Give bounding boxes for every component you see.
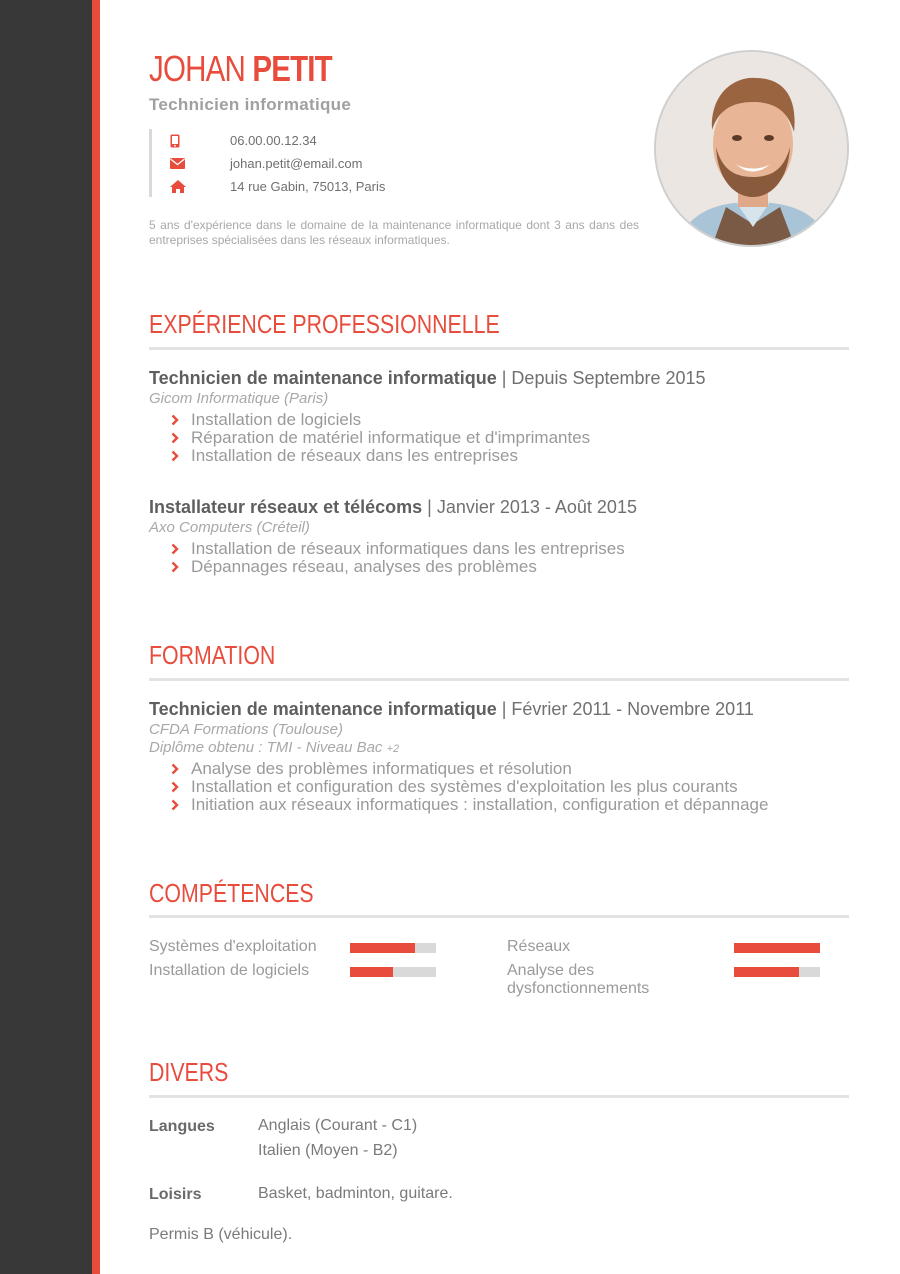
section-title-divers: DIVERS (149, 1057, 229, 1087)
job-1-tasks (171, 411, 590, 465)
job-2-tasks (171, 540, 625, 576)
section-divider (149, 678, 849, 681)
job-title: Technicien informatique (149, 95, 352, 114)
list-item: Dépannages réseau, analyses des problèmes (171, 558, 625, 576)
home-icon (170, 179, 190, 195)
hobbies-label: Loisirs (149, 1186, 202, 1203)
skill-level-bar (734, 967, 820, 977)
section-divider (149, 915, 849, 918)
resume-content (149, 0, 849, 1274)
left-accent-bar (92, 0, 100, 1274)
skill-level-fill (350, 943, 415, 953)
first-name: JOHAN (149, 48, 245, 89)
formation-role: Technicien de maintenance informatique (149, 699, 497, 719)
section-divider (149, 1095, 849, 1098)
profile-photo (654, 50, 849, 247)
profile-summary: 5 ans d'expérience dans le domaine de la maintenance informatique dont 3 ans dans des entreprises spécialisées dans les réseaux informatiques. (149, 218, 639, 247)
last-name: PETIT (252, 48, 332, 89)
section-divider (149, 347, 849, 350)
job-2-period: | Janvier 2013 - Août 2015 (422, 497, 637, 517)
chevron-right-icon (171, 798, 191, 812)
list-item: Analyse des problèmes informatiques et résolution (171, 760, 768, 778)
permis-text: Permis B (véhicule). (149, 1226, 293, 1243)
chevron-right-icon (171, 431, 191, 445)
contact-phone (170, 129, 385, 152)
chevron-right-icon (171, 413, 191, 427)
list-item: Installation de logiciels (171, 411, 590, 429)
skill-label: Systèmes d'exploitation (149, 938, 317, 955)
chevron-right-icon (171, 449, 191, 463)
section-title-skills: COMPÉTENCES (149, 878, 314, 908)
chevron-right-icon (171, 560, 191, 574)
email-text: johan.petit@email.com (230, 156, 363, 171)
formation-period: | Février 2011 - Novembre 2011 (496, 699, 754, 719)
job-2-heading (149, 497, 637, 518)
phone-text: 06.00.00.12.34 (230, 133, 317, 148)
skill-level-fill (350, 967, 393, 977)
skill-label: Installation de logiciels (149, 962, 310, 979)
job-2-role: Installateur réseaux et télécoms (149, 497, 423, 517)
chevron-right-icon (171, 780, 191, 794)
job-1-heading (149, 368, 706, 389)
list-item: Installation et configuration des systèmes d'exploitation les plus courants (171, 778, 768, 796)
envelope-icon (170, 156, 190, 172)
section-title-experience: EXPÉRIENCE PROFESSIONNELLE (149, 309, 500, 339)
formation-items (171, 760, 768, 814)
list-item: Installation de réseaux informatiques dans les entreprises (171, 540, 625, 558)
list-item: Anglais (Courant - C1) (258, 1117, 418, 1134)
list-item: Italien (Moyen - B2) (258, 1142, 398, 1159)
list-item: Réparation de matériel informatique et d'imprimantes (171, 429, 590, 447)
skill-level-bar (350, 967, 436, 977)
contact-address (170, 175, 385, 198)
languages-list (258, 1113, 417, 1163)
formation-heading (149, 699, 754, 720)
contact-email (170, 152, 385, 175)
address-text: 14 rue Gabin, 75013, Paris (230, 179, 386, 194)
skill-level-fill (734, 943, 820, 953)
job-2-company: Axo Computers (Créteil) (149, 519, 310, 536)
phone-icon (170, 133, 190, 149)
chevron-right-icon (171, 762, 191, 776)
left-dark-bar (0, 0, 92, 1274)
section-title-formation: FORMATION (149, 640, 276, 670)
contact-list (149, 129, 385, 197)
list-item: Installation de réseaux dans les entreprises (171, 447, 590, 465)
job-1-period: | Depuis Septembre 2015 (496, 368, 706, 388)
formation-school: CFDA Formations (Toulouse) (149, 721, 343, 738)
skill-label: Analyse des dysfonctionnements (507, 962, 650, 997)
skill-level-fill (734, 967, 799, 977)
full-name (149, 48, 332, 90)
list-item: Initiation aux réseaux informatiques : installation, configuration et dépannage (171, 796, 768, 814)
skill-label: Réseaux (507, 938, 571, 955)
chevron-right-icon (171, 542, 191, 556)
skill-level-bar (734, 943, 820, 953)
languages-label: Langues (149, 1118, 215, 1135)
formation-diploma: Diplôme obtenu : TMI - Niveau Bac +2 (149, 739, 400, 756)
hobbies-text: Basket, badminton, guitare. (258, 1185, 453, 1202)
job-1-role: Technicien de maintenance informatique (149, 368, 497, 388)
job-1-company: Gicom Informatique (Paris) (149, 390, 329, 407)
skill-level-bar (350, 943, 436, 953)
